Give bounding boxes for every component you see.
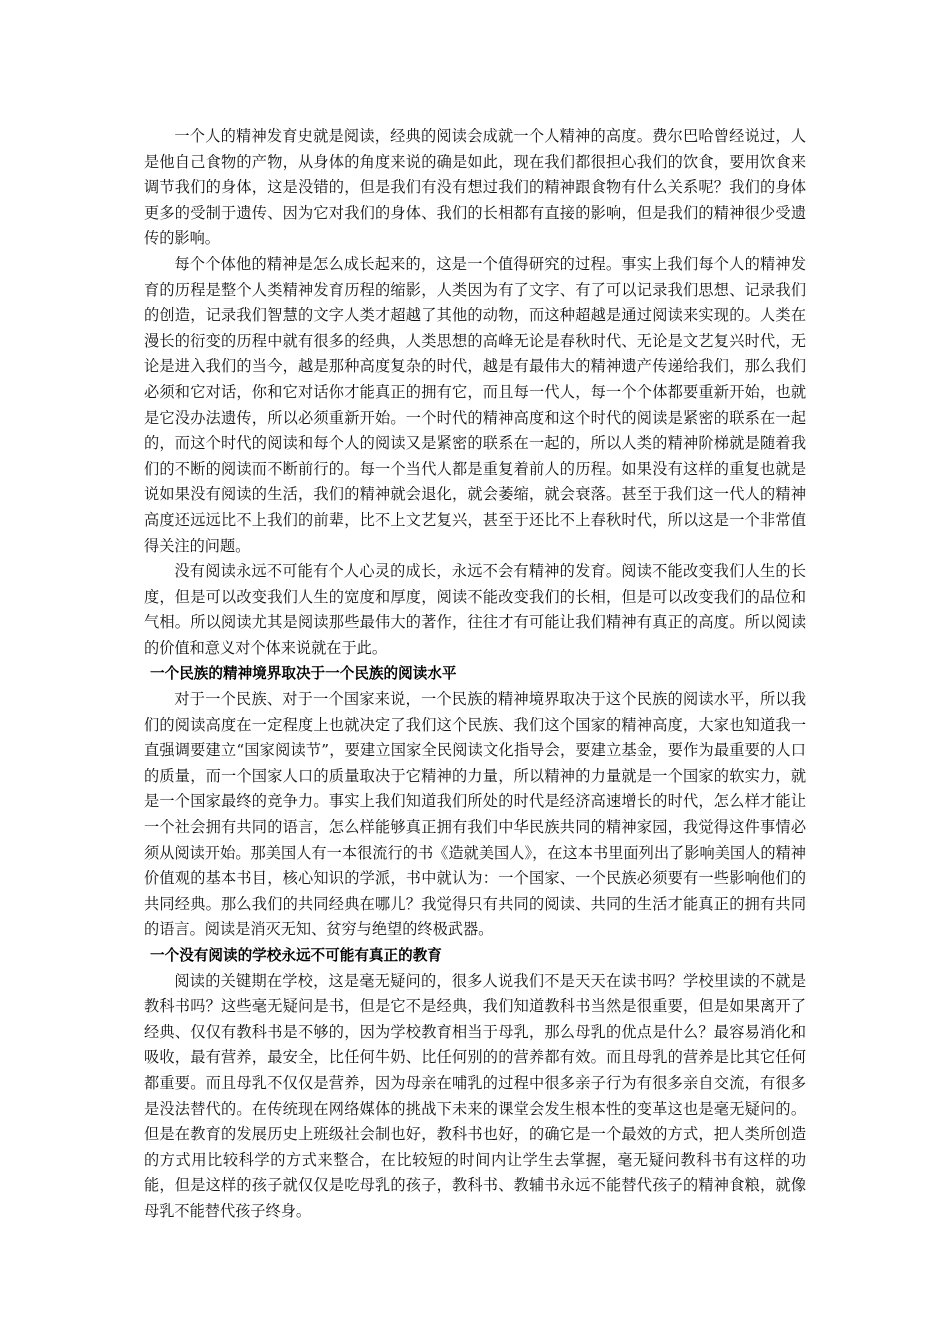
section-heading-school-reading: 一个没有阅读的学校永远不可能有真正的教育 <box>150 947 442 964</box>
paragraph-4: 对于一个民族、对于一个国家来说，一个民族的精神境界取决于这个民族的阅读水平，所以我们的阅读高度在一定程度上也就决定了我们这个民族、我们这个国家的精神高度，大家也知道我一直强调要建立“国家阅读节”，要建立国家全民阅读文化指导会，要建立基金，要作为最重要的人口的质量，而一个国家人口的质量取决于它精神的力量，所以精神的力量就是一个国家的软实力，就是一个国家最终的竞争力。事实上我们知道我们所处的时代是经济高速增长的时代，怎么样才能让一个社会拥有共同的语言，怎么样能够真正拥有我们中华民族共同的精神家园，我觉得这件事情必须从阅读开始。那美国人有一本很流行的书《造就美国人》，在这本书里面列出了影响美国人的精神价值观的基本书目，核心知识的学派，书中就认为：一个国家、一个民族必须要有一些影响他们的共同经典。那么我们的共同经典在哪儿？我觉得只有共同的阅读、共同的生活才能真正的拥有共同的语言。阅读是消灭无知、贫穷与绝望的终极武器。 <box>144 690 806 939</box>
paragraph-2: 每个个体他的精神是怎么成长起来的，这是一个值得研究的过程。事实上我们每个人的精神发育的历程是整个人类精神发育历程的缩影，人类因为有了文字、有了可以记录我们思想、记录我们的创造，记录我们智慧的文字人类才超越了其他的动物，而这种超越是通过阅读来实现的。人类在漫长的衍变的历程中就有很多的经典，人类思想的高峰无论是春秋时代、无论是文艺复兴时代，无论是进入我们的当今，越是那种高度复杂的时代，越是有最伟大的精神遗产传递给我们，那么我们必须和它对话，你和它对话你才能真正的拥有它，而且每一代人，每一个个体都要重新开始，也就是它没办法遗传，所以必须重新开始。一个时代的精神高度和这个时代的阅读是紧密的联系在一起的，而这个时代的阅读和每个人的阅读又是紧密的联系在一起的，所以人类的精神阶梯就是随着我们的不断的阅读而不断前行的。每一个当代人都是重复着前人的历程。如果没有这样的重复也就是说如果没有阅读的生活，我们的精神就会退化，就会萎缩，就会衰落。甚至于我们这一代人的精神高度还远远比不上我们的前辈，比不上文艺复兴，甚至于还比不上春秋时代，所以这是一个非常值得关注的问题。 <box>144 254 806 555</box>
paragraph-1: 一个人的精神发育史就是阅读，经典的阅读会成就一个人精神的高度。费尔巴哈曾经说过，人是他自己食物的产物，从身体的角度来说的确是如此，现在我们都很担心我们的饮食，要用饮食来调节我们的身体，这是没错的，但是我们有没有想过我们的精神跟食物有什么关系呢？我们的身体更多的受制于遗传、因为它对我们的身体、我们的长相都有直接的影响，但是我们的精神很少受遗传的影响。 <box>144 127 806 248</box>
section-heading-national-reading: 一个民族的精神境界取决于一个民族的阅读水平 <box>150 665 457 683</box>
document-body <box>144 124 806 1225</box>
paragraph-3: 没有阅读永远不可能有个人心灵的成长，永远不会有精神的发育。阅读不能改变我们人生的长度，但是可以改变我们人生的宽度和厚度，阅读不能改变我们的长相，但是可以改变我们的品位和气相。所以阅读尤其是阅读那些最伟大的著作，往往才有可能让我们精神有真正的高度。所以阅读的价值和意义对个体来说就在于此。 <box>144 562 806 657</box>
paragraph-5: 阅读的关键期在学校，这是毫无疑问的，很多人说我们不是天天在读书吗？学校里读的不就是教科书吗？这些毫无疑问是书，但是它不是经典，我们知道教科书当然是很重要，但是如果离开了经典、仅仅有教科书是不够的，因为学校教育相当于母乳，那么母乳的优点是什么？最容易消化和吸收，最有营养，最安全，比任何牛奶、比任何别的的营养都有效。而且母乳的营养是比其它任何都重要。而且母乳不仅仅是营养，因为母亲在哺乳的过程中很多亲子行为有很多亲自交流，有很多是没法替代的。在传统现在网络媒体的挑战下未来的课堂会发生根本性的变革这也是毫无疑问的。但是在教育的发展历史上班级社会制也好，教科书也好，的确它是一个最效的方式，把人类所创造的方式用比较科学的方式来整合，在比较短的时间内让学生去掌握，毫无疑问教科书有这样的功能，但是这样的孩子就仅仅是吃母乳的孩子，教科书、教辅书永远不能替代孩子的精神食粮，就像母乳不能替代孩子终身。 <box>144 971 806 1220</box>
